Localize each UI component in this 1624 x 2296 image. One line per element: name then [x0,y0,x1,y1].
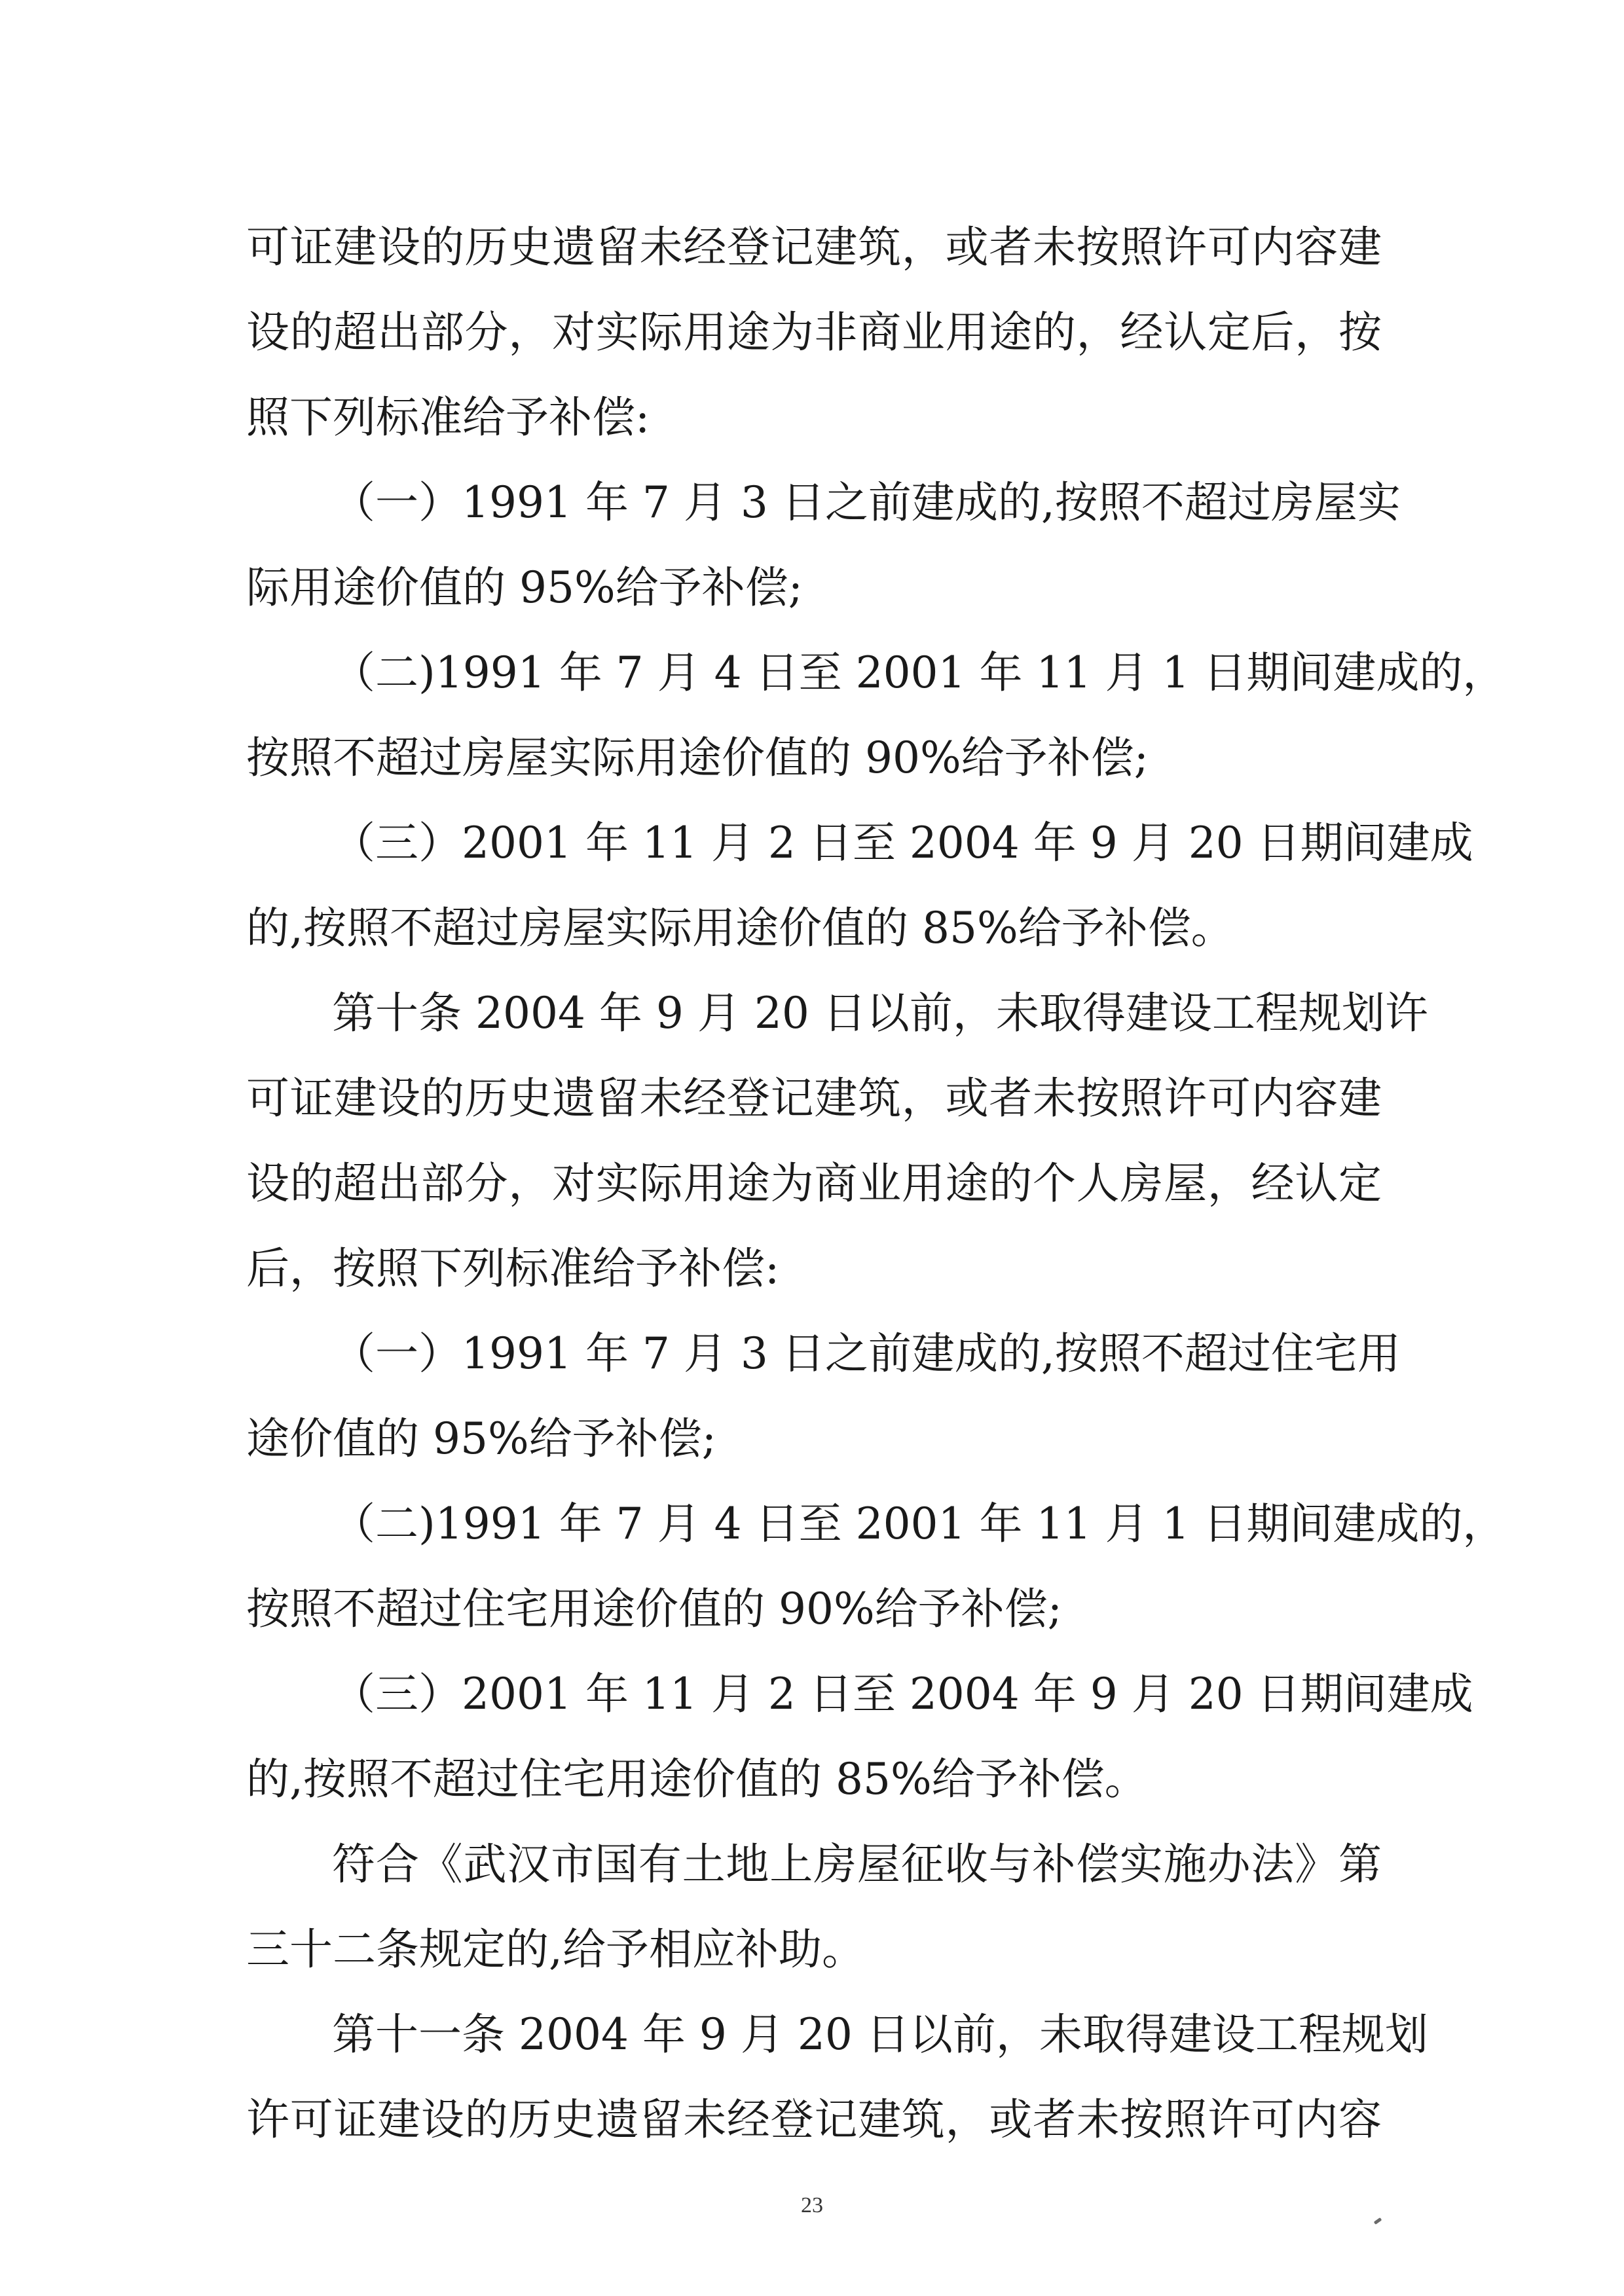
text-line-19: 的,按照不超过住宅用途价值的 85%给予补偿。 [246,1754,1148,1804]
text-line-20: 符合《武汉市国有土地上房屋征收与补偿实施办法》第 [332,1839,1382,1889]
text-line-1: 可证建设的历史遗留未经登记建筑，或者未按照许可内容建 [246,222,1382,272]
text-line-18: （三）2001 年 11 月 2 日至 2004 年 9 月 20 日期间建成 [332,1669,1473,1719]
text-line-9: 的,按照不超过房屋实际用途价值的 85%给予补偿。 [246,903,1234,953]
page-number: 23 [801,2193,823,2217]
text-line-5: 际用途价值的 95%给予补偿; [246,562,803,613]
text-line-6: （二)1991 年 7 月 4 日至 2001 年 11 月 1 日期间建成的， [332,647,1506,698]
text-line-7: 按照不超过房屋实际用途价值的 90%给予补偿; [246,733,1149,783]
text-line-16: （二)1991 年 7 月 4 日至 2001 年 11 月 1 日期间建成的， [332,1499,1506,1549]
article-11-heading-line: 第十一条 2004 年 9 月 20 日以前，未取得建设工程规划 [332,2009,1428,2060]
text-line-13: 后，按照下列标准给予补偿: [246,1243,780,1294]
text-line-17: 按照不超过住宅用途价值的 90%给予补偿; [246,1584,1062,1634]
text-line-21: 三十二条规定的,给予相应补助。 [246,1924,865,1975]
text-line-3: 照下列标准给予补偿: [246,392,650,443]
text-line-2: 设的超出部分，对实际用途为非商业用途的，经认定后，按 [246,307,1382,357]
text-line-23: 许可证建设的历史遗留未经登记建筑，或者未按照许可内容 [246,2094,1382,2145]
text-line-12: 设的超出部分，对实际用途为商业用途的个人房屋，经认定 [246,1158,1382,1209]
text-line-8: （三）2001 年 11 月 2 日至 2004 年 9 月 20 日期间建成 [332,818,1473,868]
scan-speck [1374,2217,1382,2225]
text-line-4: （一）1991 年 7 月 3 日之前建成的,按照不超过房屋实 [332,477,1401,528]
text-line-11: 可证建设的历史遗留未经登记建筑，或者未按照许可内容建 [246,1073,1382,1123]
article-10-heading-line: 第十条 2004 年 9 月 20 日以前，未取得建设工程规划许 [332,988,1428,1038]
text-line-14: （一）1991 年 7 月 3 日之前建成的,按照不超过住宅用 [332,1328,1401,1379]
text-line-15: 途价值的 95%给予补偿; [246,1413,716,1464]
